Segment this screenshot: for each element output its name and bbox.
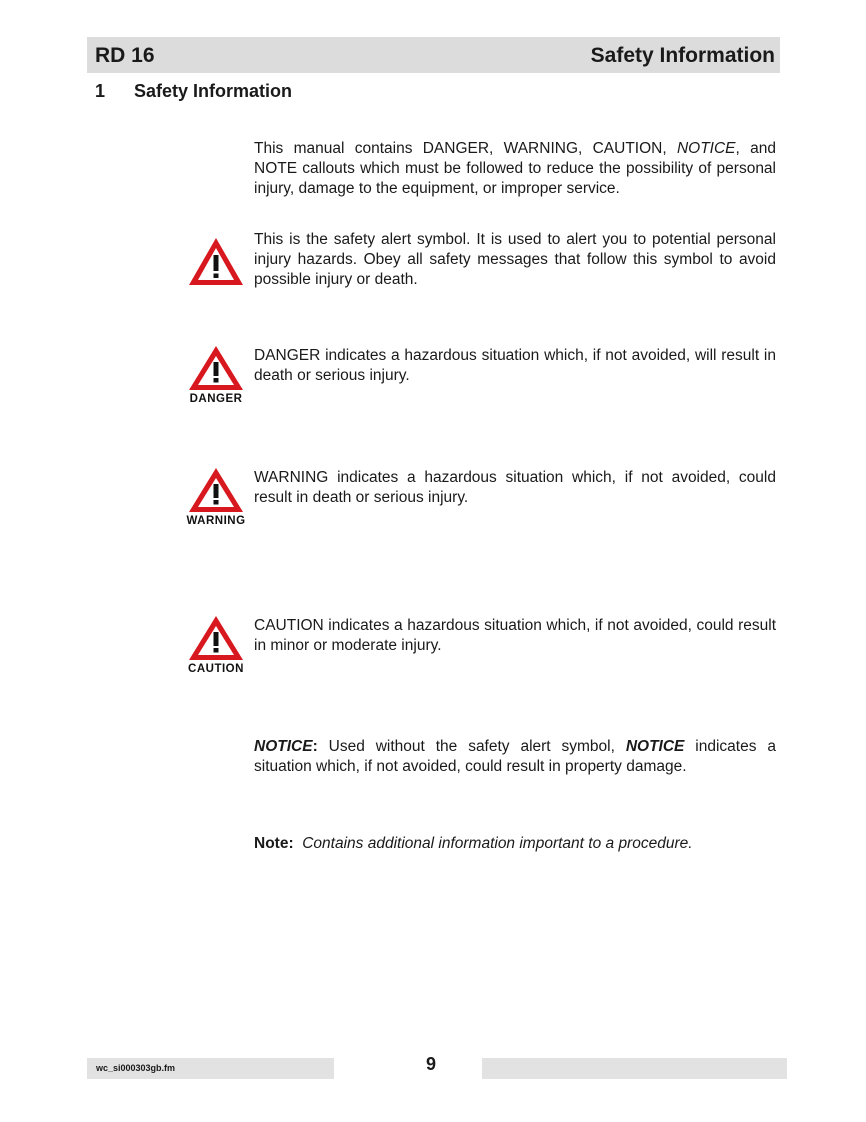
alert-symbol-text: This is the safety alert symbol. It is used to alert you to potential personal injury hazards. Obey all safety messages that follow this symbol to avoid possible injury or death.	[254, 231, 776, 288]
notice-colon: :	[312, 738, 318, 755]
footer-left-bar	[87, 1058, 334, 1079]
warning-triangle-icon	[187, 344, 245, 392]
warning-triangle-icon	[187, 236, 245, 288]
intro-suffix: , and NOTE callouts which must be followed to reduce the possibility of personal injury, damage to the equipment, or improper service.	[254, 140, 776, 197]
caution-symbol	[184, 614, 248, 675]
model-name: RD 16	[95, 44, 155, 67]
danger-text: DANGER indicates a hazardous situation which, if not avoided, will result in death or serious injury.	[254, 347, 776, 384]
section-title: Safety Information	[134, 81, 293, 101]
danger-symbol	[184, 344, 248, 405]
note-text: Contains additional information important to a procedure.	[302, 835, 693, 852]
warning-triangle-icon	[187, 466, 245, 514]
section-heading	[95, 81, 292, 102]
notice-paragraph	[254, 737, 776, 777]
notice-inline-label: NOTICE	[625, 738, 685, 755]
note-label: Note:	[254, 835, 294, 852]
footer-filename: wc_si000303gb.fm	[96, 1063, 176, 1073]
notice-text-before: Used without the safety alert symbol,	[317, 738, 626, 755]
caution-label: CAUTION	[188, 663, 244, 675]
notice-text-after: indicates a situation which, if not avoided, could result in property damage.	[254, 738, 776, 775]
section-number: 1	[95, 81, 106, 101]
page-number: 9	[426, 1054, 437, 1074]
page-header	[87, 37, 780, 73]
safety-alert-symbol	[184, 236, 248, 288]
danger-label: DANGER	[189, 393, 243, 405]
header-title: Safety Information	[590, 44, 775, 67]
notice-label: NOTICE	[254, 738, 313, 755]
warning-text: WARNING indicates a hazardous situation which, if not avoided, could result in death or serious injury.	[254, 469, 776, 506]
note-paragraph	[254, 834, 776, 854]
warning-symbol	[184, 466, 248, 527]
intro-prefix: This manual contains DANGER, WARNING, CAUTION,	[254, 140, 677, 157]
footer-right-bar	[482, 1058, 787, 1079]
warning-label: WARNING	[186, 515, 246, 527]
intro-paragraph	[254, 139, 776, 199]
caution-text: CAUTION indicates a hazardous situation which, if not avoided, could result in minor or moderate injury.	[254, 617, 776, 654]
warning-triangle-icon	[187, 614, 245, 662]
intro-notice-word: NOTICE	[676, 140, 736, 157]
